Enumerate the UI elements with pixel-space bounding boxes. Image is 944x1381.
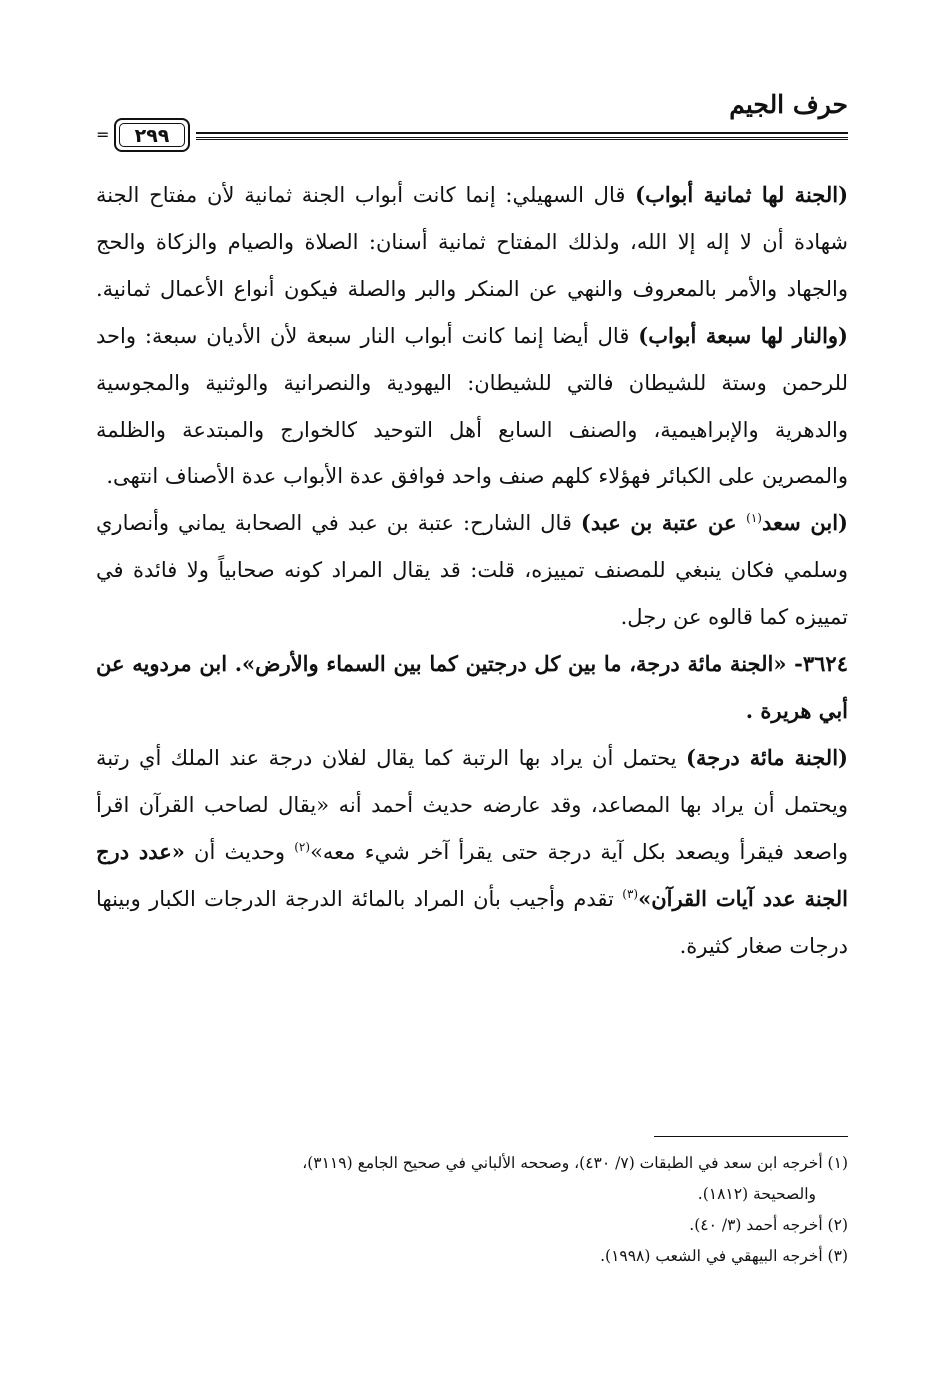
page-number-ornament: =: [96, 125, 110, 144]
commentary-text: قال السهيلي: إنما كانت أبواب الجنة ثمانية لأن مفتاح الجنة شهادة أن لا إله إلا الله، ولذلك المفتاح ثمانية أسنان: الصلاة والصيام والزكاة والحج والجهاد والأمر بالمعروف والنهي عن المنكر والبر والصلة فيكون أنواع الأعمال ثمانية.: [96, 183, 848, 301]
quoted-phrase: «عدد درج الجنة عدد آيات القرآن»: [96, 838, 848, 911]
commentary-text: قال الشارح: عتبة بن عبد في الصحابة يماني وأنصاري وسلمي فكان ينبغي للمصنف تمييزه، قلت: قد يقال المراد كونه صحابياً ولا فائدة في تمييزه كما قالوه عن رجل.: [96, 511, 848, 630]
footnote-1-continued: والصحيحة (١٨١٢).: [697, 1185, 816, 1203]
main-text: [96, 172, 848, 969]
header-rule: [196, 132, 848, 138]
footnote-divider: [654, 1136, 848, 1137]
header-rule-thin: [196, 139, 848, 140]
page-number: ٢٩٩: [134, 125, 170, 147]
footnote-ref-3[interactable]: (٣): [622, 886, 639, 901]
footnotes: [96, 1148, 848, 1272]
paragraph-ibn-saad: [96, 500, 848, 641]
footnote-ref-2[interactable]: (٢): [294, 839, 311, 854]
chapter-title: حرف الجيم: [729, 90, 848, 119]
page-header: [96, 88, 848, 152]
footnote-1: (١) أخرجه ابن سعد في الطبقات (٧/ ٤٣٠)، وصححه الألباني في صحيح الجامع (٣١١٩)،: [302, 1154, 848, 1172]
quoted-phrase: (والنار لها سبعة أبواب): [638, 322, 848, 348]
hadith-text: ٣٦٢٤- «الجنة مائة درجة، ما بين كل درجتين كما بين السماء والأرض». ابن مردويه عن أبي هريرة .: [96, 651, 848, 723]
hadith-3624: [96, 641, 848, 735]
commentary-text: تقدم وأجيب بأن المراد بالمائة الدرجة الدرجات الكبار وبينها درجات صغار كثيرة.: [96, 886, 848, 958]
quoted-phrase: (الجنة مائة درجة): [686, 744, 848, 770]
commentary-text: وحديث أن: [184, 839, 295, 864]
commentary-text: يحتمل أن يراد بها الرتبة كما يقال لفلان درجة عند الملك أي رتبة ويحتمل أن يراد بها المصاعد، وقد عارضه حديث أحمد أنه «يقال لصاحب القرآن اقرأ واصعد فيقرأ ويصعد بكل آية درجة حتى يقرأ آخر شيء معه»: [96, 745, 848, 864]
footnote-2: (٢) أخرجه أحمد (٣/ ٤٠).: [689, 1216, 848, 1234]
paragraph-hundred-degrees: [96, 735, 848, 970]
quoted-phrase: عن عتبة بن عبد): [580, 510, 747, 536]
quoted-phrase: (ابن سعد: [761, 510, 848, 536]
commentary-text: قال أيضا إنما كانت أبواب النار سبعة لأن الأديان سبعة: واحد للرحمن وستة للشيطان فالتي للشيطان: اليهودية والنصرانية والوثنية والمجوسية والدهرية والإبراهيمية، والصنف السابع أهل التوحيد كالخوارج والمبتدعة والظلمة والمصرين على الكبائر فهؤلاء كلهم صنف واحد فوافق عدة الأبواب عدة الأصناف انتهى.: [96, 323, 848, 489]
footnote-ref-1[interactable]: (١): [746, 511, 762, 526]
paragraph-eight-gates: [96, 172, 848, 500]
page-number-frame: [114, 118, 190, 152]
quoted-phrase: (الجنة لها ثمانية أبواب): [635, 182, 849, 207]
footnote-3: (٣) أخرجه البيهقي في الشعب (١٩٩٨).: [600, 1247, 848, 1265]
